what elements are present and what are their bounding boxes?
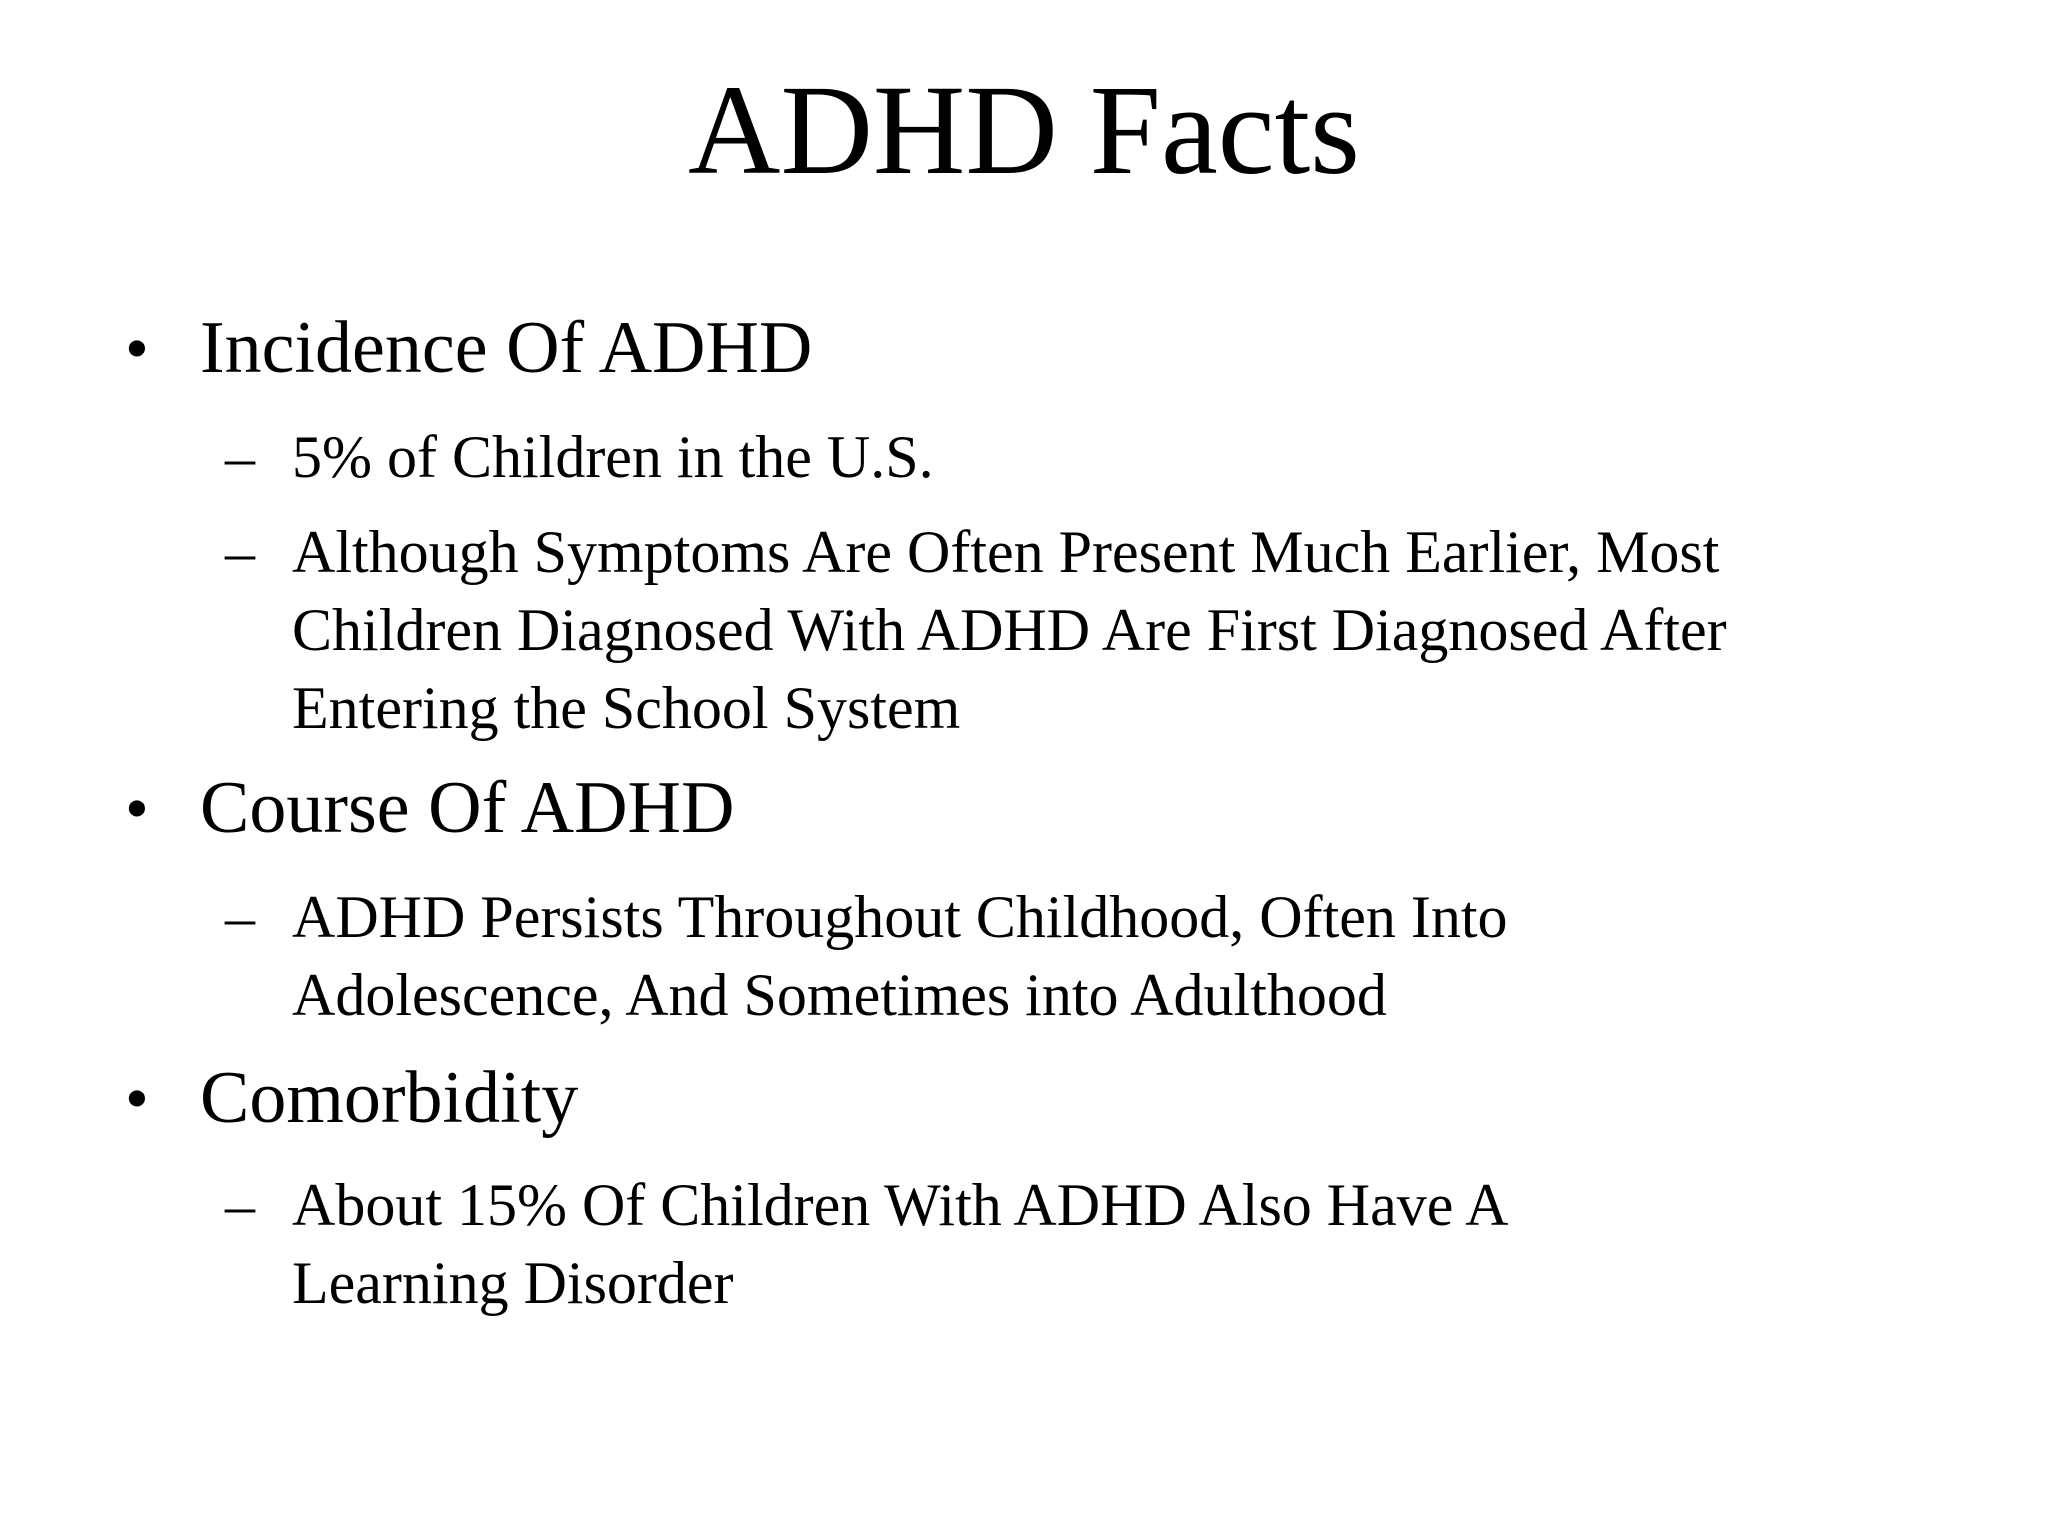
bullet-heading-course: Course Of ADHD: [200, 767, 735, 849]
sub-bullet-text: Although Symptoms Are Often Present Much Earlier, Most: [292, 519, 1720, 585]
bullet-heading-incidence: Incidence Of ADHD: [200, 307, 813, 389]
sub-bullet-text: Entering the School System: [292, 675, 961, 741]
sub-bullet-text: Adolescence, And Sometimes into Adulthood: [292, 962, 1387, 1028]
sub-bullet-text: Learning Disorder: [292, 1250, 734, 1316]
bullet-heading-comorbidity: Comorbidity: [200, 1057, 579, 1139]
sub-bullet-text: Children Diagnosed With ADHD Are First Diagnosed After: [292, 597, 1727, 663]
sub-bullet-marker: –: [225, 884, 255, 950]
sub-bullet-marker: –: [225, 1172, 255, 1238]
bullet-marker: •: [125, 1060, 149, 1136]
sub-bullet-marker: –: [225, 424, 255, 490]
sub-bullet-text: About 15% Of Children With ADHD Also Have A: [292, 1172, 1509, 1238]
sub-bullet-text: ADHD Persists Throughout Childhood, Often Into: [292, 884, 1508, 950]
bullet-marker: •: [125, 310, 149, 386]
slide-title: ADHD Facts: [688, 59, 1360, 201]
bullet-marker: •: [125, 770, 149, 846]
sub-bullet-text: 5% of Children in the U.S.: [292, 424, 934, 490]
sub-bullet-marker: –: [225, 519, 255, 585]
